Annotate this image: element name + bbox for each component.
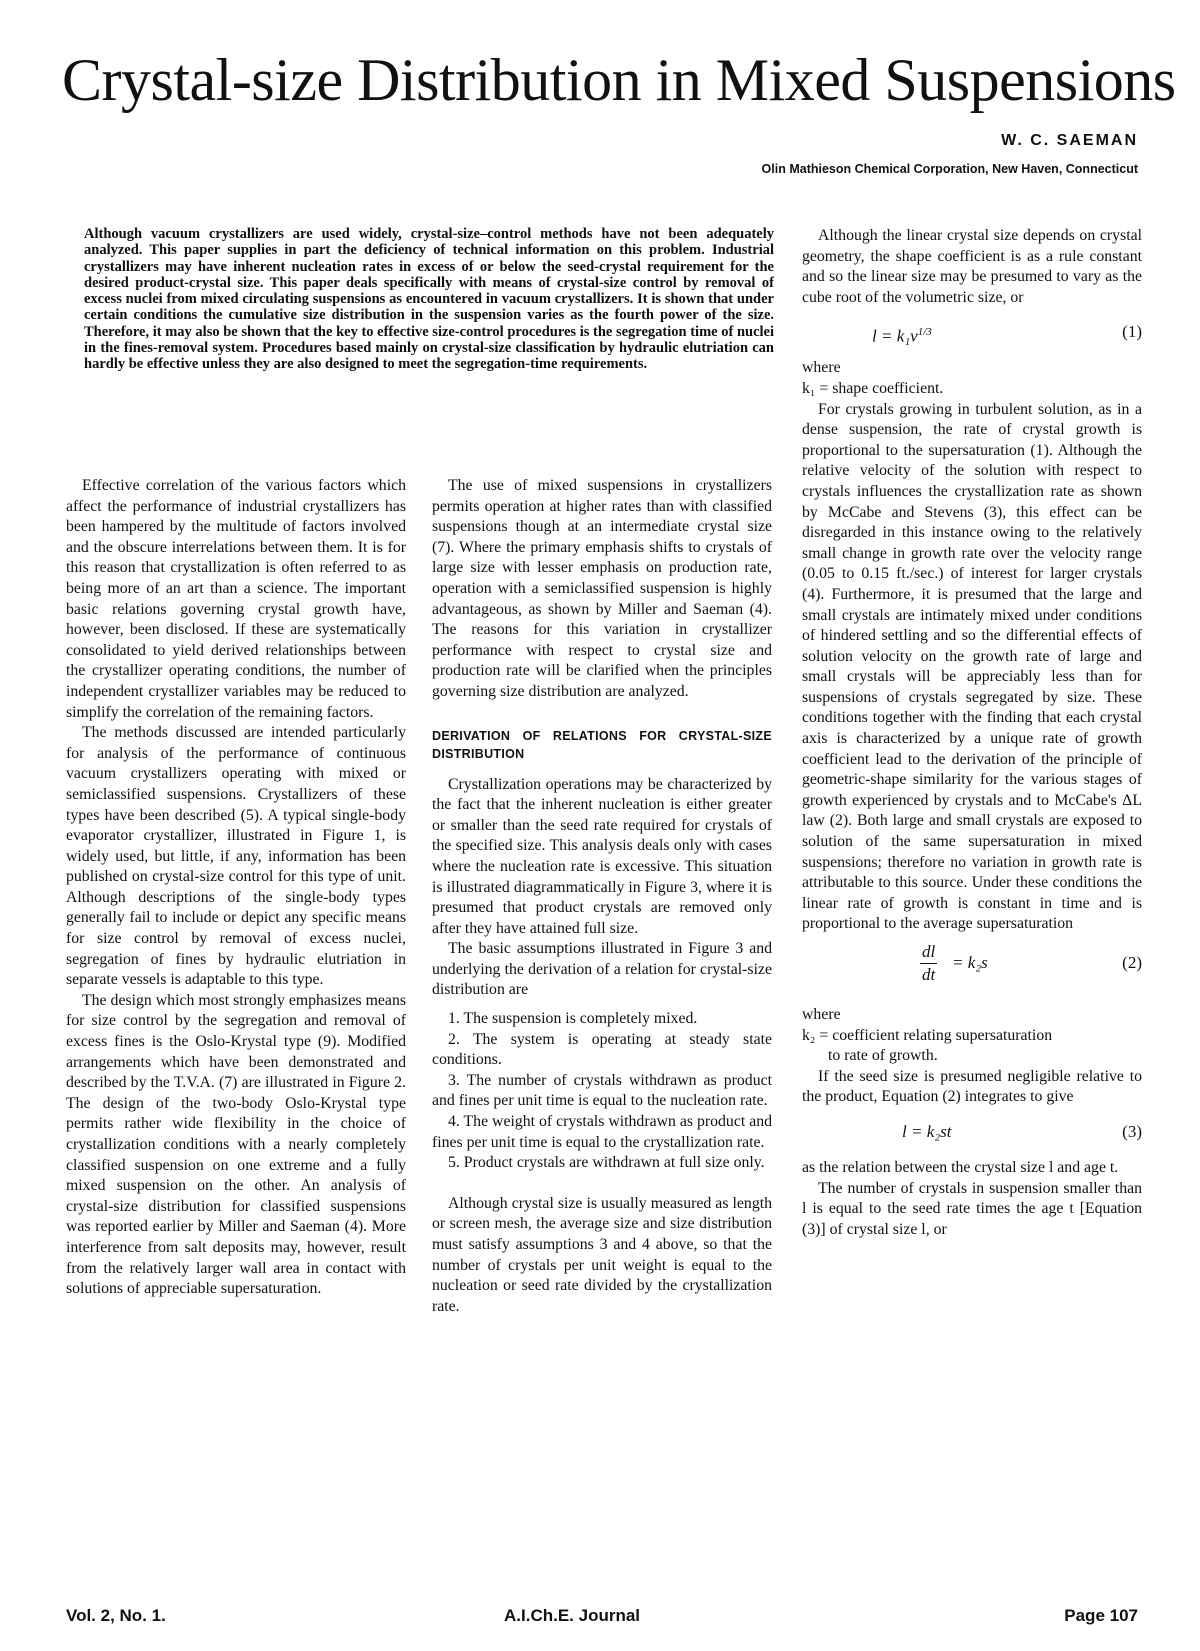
paragraph: as the relation between the crystal size l and age t. — [802, 1158, 1119, 1176]
paragraph: Although crystal size is usually measured as length or screen mesh, the average size and size distribution must satisfy assumptions 3 and 4 above, so that the number of crystals per unit weight is equal to the nucleation or seed rate divided by the crystallization rate. — [432, 1194, 772, 1315]
author-affiliation: Olin Mathieson Chemical Corporation, New Haven, Connecticut — [761, 162, 1138, 176]
column-2 — [432, 476, 772, 1317]
paragraph: For crystals growing in turbulent solution, as in a dense suspension, the rate of crystal growth is proportional to the supersaturation (1). Although the relative velocity of the solution with respect to crystals influences the crystallization rate as shown by McCabe and Stevens (3), this effect can be disregarded in this instance owing to the relatively small change in growth rate over the velocity range (0.05 to 0.15 ft./sec.) of interest for larger crystals (4). Furthermore, it is presumed that the large and small crystals are intimately mixed under conditions of hindered settling and so the differential effects of solution velocity on the growth rate of large and small crystals will be appreciably less than for suspensions of crystals segregated by size. These conditions together with the finding that each crystal axis is characterized by a unique rate of growth coefficient lead to the derivation of the principle of geometric-shape similarity for the various stages of growth experienced by crystals and to McCabe's ΔL law (2). Both large and small crystals are exposed to solution of the same supersaturation in mixed suspensions; therefore no variation in growth rate is attributable to this source. Under these conditions the linear rate of growth is constant in time and is proportional to the average supersaturation — [802, 400, 1142, 933]
where-label: where — [802, 1006, 841, 1023]
footer-journal: A.I.Ch.E. Journal — [504, 1606, 641, 1625]
fraction-numerator: dl — [920, 941, 937, 964]
article-title: Crystal-size Distribution in Mixed Suspensions — [62, 47, 1176, 113]
definition-term: k₂ = coefficient relating supersaturation — [802, 1026, 1053, 1044]
equation-lhs: l — [872, 327, 877, 347]
list-item: 3. The number of crystals withdrawn as product and fines per unit time is equal to the nucleation rate. — [432, 1071, 772, 1110]
definition-continued: to rate of growth. — [828, 1047, 938, 1065]
paragraph: The basic assumptions illustrated in Figure 3 and underlying the derivation of a relation for crystal-size distribution are — [432, 940, 772, 999]
equation-number: (2) — [1122, 953, 1142, 972]
abstract: Although vacuum crystallizers are used widely, crystal-size–control methods have not been adequately analyzed. This paper supplies in part the deficiency of technical information on this problem. Industrial crystallizers may have inherent nucleation rates in excess of or below the seed-crystal requirement for the desired product-crystal size. This paper deals specifically with means of crystal-size control by removal of excess nuclei from mixed circulating suspensions as encountered in vacuum crystallizers. It is shown that under certain conditions the cumulative size distribution in the suspension varies as the fourth power of the size. Therefore, it may also be shown that the key to effective size-control procedures is the segregation time of nuclei in the fines-removal system. Procedures based mainly on crystal-size classification by hydraulic elutriation can hardly be effective unless they are also designed to meet the segregation-time requirements. — [84, 226, 774, 373]
paragraph: If the seed size is presumed negligible relative to the product, Equation (2) integrates to give — [802, 1067, 1142, 1106]
fraction-denominator: dt — [922, 965, 936, 984]
equation-rhs: = k₂s — [952, 953, 988, 972]
paragraph: The use of mixed suspensions in crystallizers permits operation at higher rates than with classified suspensions though at an intermediate crystal size (7). Where the primary emphasis shifts to crystals of large size with lesser emphasis on production rate, operation with a semiclassified suspension is highly advantageous, as shown by Miller and Saeman (4). The reasons for this variation in crystallizer performance with respect to crystal size and production rate will be clarified when the principles governing size distribution are analyzed. — [432, 477, 772, 700]
list-item: 1. The suspension is completely mixed. — [448, 1010, 698, 1028]
list-item: 5. Product crystals are withdrawn at full size only. — [448, 1154, 765, 1172]
paragraph: Effective correlation of the various factors which affect the performance of industrial crystallizers has been hampered by the multitude of factors involved and the obscure interrelations between them. It is for this reason that crystallization is often referred to as being more of an art than a science. The important basic relations governing crystal growth have, however, been disclosed. If these are systematically consolidated to yield derived relationships between the crystallizer operating conditions, the number of independent crystallizer variables may be reduced to simplify the correlation of the remaining factors. — [66, 477, 406, 721]
author-name: W. C. SAEMAN — [1001, 132, 1138, 149]
definition: k₁ = shape coefficient. — [802, 379, 944, 397]
paragraph: Although the linear crystal size depends on crystal geometry, the shape coefficient is as a rule constant and so the linear size may be presumed to vary as the cube root of the volumetric size, or — [802, 227, 1142, 306]
equation-rhs: = k₁v — [880, 327, 918, 347]
paragraph: The design which most strongly emphasizes means for size control by the segregation and removal of excess fines is the Oslo-Krystal type (9). Modified arrangements which have been demonstrated and described by the T.V.A. (7) are illustrated in Figure 2. The design of the two-body Oslo-Krystal type permits rather wide flexibility in the choice of crystallization conditions with a nearly completely classified suspension on one extreme and a fully mixed suspension on the other. An analysis of crystal-size distribution for classified suspensions was reported earlier by Miller and Saeman (4). More interference from salt deposits may, however, result from the relatively larger wall area in contact with solutions of appreciable supersaturation. — [66, 991, 406, 1298]
equation-2 — [802, 941, 1142, 999]
equation-exponent: 1/3 — [917, 326, 932, 339]
paragraph: The number of crystals in suspension smaller than l is equal to the seed rate times the age t [Equation (3)] of crystal size l, or — [802, 1179, 1142, 1238]
section-heading: DERIVATION OF RELATIONS FOR CRYSTAL-SIZE DISTRIBUTION — [432, 728, 772, 761]
where-label: where — [802, 359, 841, 377]
footer-volume: Vol. 2, No. 1. — [66, 1606, 166, 1625]
paragraph: Crystallization operations may be characterized by the fact that the inherent nucleation is either greater or smaller than the seed rate required for crystals of the specified size. This analysis deals only with cases where the nucleation rate is excessive. This situation is illustrated diagrammatically in Figure 3, where it is presumed that product crystals are removed only after they have attained full size. — [432, 775, 772, 937]
list-item: 4. The weight of crystals withdrawn as product and fines per unit time is equal to the crystallization rate. — [432, 1113, 772, 1151]
equation-3 — [802, 1114, 1142, 1152]
equation-fraction — [920, 941, 937, 986]
list-item: 2. The system is operating at steady state conditions. — [432, 1030, 772, 1069]
definition — [802, 1026, 1142, 1067]
equation-body: l = k₂st — [902, 1121, 952, 1141]
footer-page-number: Page 107 — [1064, 1606, 1138, 1625]
equation-number: (1) — [1122, 322, 1142, 342]
column-3 — [802, 226, 1142, 1240]
paragraph: The methods discussed are intended particularly for analysis of the performance of continuous vacuum crystallizers operating with mixed or semiclassified suspensions. Crystallizers of these types have been described (5). A typical single-body evaporator crystallizer, illustrated in Figure 1, is widely used, but little, if any, information has been published on crystal-size control for this type of unit. Although descriptions of the single-body types generally fail to include or depict any specific means for size control by removal of excess nuclei, segregation of fines by hydraulic elutriation in separate vessels is adaptable to this type. — [66, 724, 406, 989]
column-1 — [66, 476, 406, 1300]
equation-1 — [802, 314, 1142, 352]
assumption-list — [432, 1009, 772, 1174]
equation-number: (3) — [1122, 1121, 1142, 1141]
